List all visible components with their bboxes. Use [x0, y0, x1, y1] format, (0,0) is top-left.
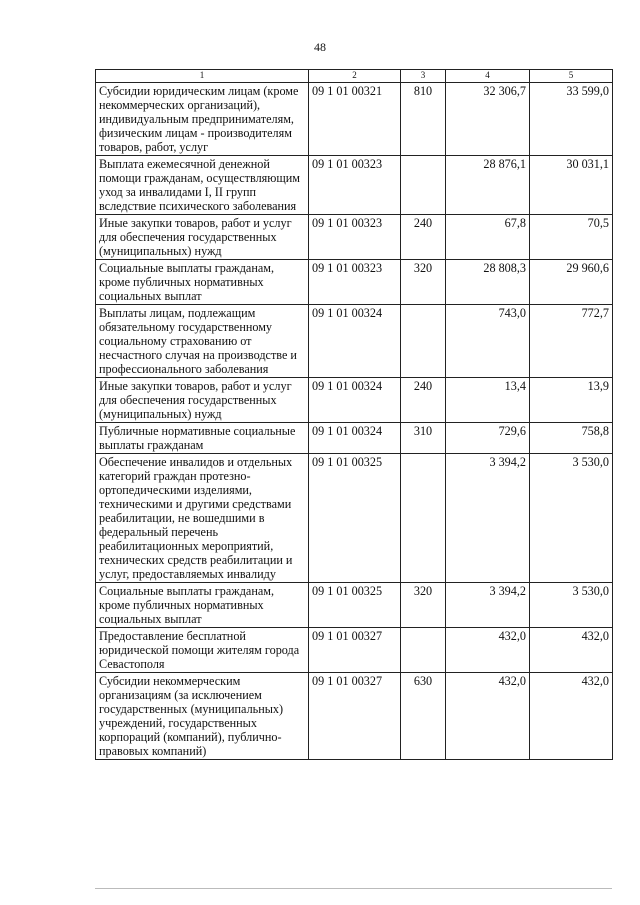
table-row — [96, 215, 613, 260]
row-value-year-2: 29 960,6 — [530, 260, 613, 305]
row-name: Выплаты лицам, подлежащим обязательному государственному социальному страхованию от несчастного случая на производстве и профессионального заболевания — [96, 305, 309, 378]
row-name: Иные закупки товаров, работ и услуг для обеспечения государственных (муниципальных) нужд — [96, 378, 309, 423]
page-bottom-rule — [95, 888, 612, 889]
row-name: Обеспечение инвалидов и отдельных категорий граждан протезно-ортопедическими изделиями, техническими и другими средствами реабилитации, не вошедшими в федеральный перечень реабилитационных мероприятий, технических средств реабилитации и услуг, предоставляемых инвалиду — [96, 454, 309, 583]
row-value-year-1: 32 306,7 — [446, 83, 530, 156]
row-expense-type: 630 — [401, 673, 446, 760]
row-value-year-1: 28 808,3 — [446, 260, 530, 305]
row-name: Публичные нормативные социальные выплаты гражданам — [96, 423, 309, 454]
row-value-year-1: 3 394,2 — [446, 583, 530, 628]
row-expense-type — [401, 305, 446, 378]
row-code: 09 1 01 00325 — [309, 583, 401, 628]
row-expense-type — [401, 628, 446, 673]
row-value-year-2: 33 599,0 — [530, 83, 613, 156]
row-name: Социальные выплаты гражданам, кроме публичных нормативных социальных выплат — [96, 260, 309, 305]
row-code: 09 1 01 00327 — [309, 628, 401, 673]
row-expense-type — [401, 454, 446, 583]
row-code: 09 1 01 00321 — [309, 83, 401, 156]
header-col-1: 1 — [96, 70, 309, 83]
row-value-year-1: 432,0 — [446, 673, 530, 760]
row-name: Предоставление бесплатной юридической помощи жителям города Севастополя — [96, 628, 309, 673]
row-value-year-1: 729,6 — [446, 423, 530, 454]
row-code: 09 1 01 00324 — [309, 423, 401, 454]
row-code: 09 1 01 00324 — [309, 378, 401, 423]
table-row — [96, 83, 613, 156]
row-expense-type: 240 — [401, 215, 446, 260]
row-value-year-2: 13,9 — [530, 378, 613, 423]
row-code: 09 1 01 00323 — [309, 260, 401, 305]
row-name: Субсидии юридическим лицам (кроме некоммерческих организаций), индивидуальным предпринимателям, физическим лицам - производителям товаров, работ, услуг — [96, 83, 309, 156]
header-col-3: 3 — [401, 70, 446, 83]
row-code: 09 1 01 00323 — [309, 215, 401, 260]
row-value-year-2: 30 031,1 — [530, 156, 613, 215]
row-expense-type: 810 — [401, 83, 446, 156]
row-value-year-1: 432,0 — [446, 628, 530, 673]
row-value-year-2: 758,8 — [530, 423, 613, 454]
row-expense-type: 310 — [401, 423, 446, 454]
row-value-year-1: 3 394,2 — [446, 454, 530, 583]
row-name: Субсидии некоммерческим организациям (за исключением государственных (муниципальных) учреждений, государственных корпораций (компаний), публично-правовых компаний) — [96, 673, 309, 760]
table-row — [96, 378, 613, 423]
row-code: 09 1 01 00324 — [309, 305, 401, 378]
row-name: Иные закупки товаров, работ и услуг для обеспечения государственных (муниципальных) нужд — [96, 215, 309, 260]
row-value-year-2: 432,0 — [530, 628, 613, 673]
header-row — [96, 70, 613, 83]
row-expense-type: 320 — [401, 260, 446, 305]
row-code: 09 1 01 00327 — [309, 673, 401, 760]
row-expense-type: 320 — [401, 583, 446, 628]
row-value-year-2: 70,5 — [530, 215, 613, 260]
row-expense-type: 240 — [401, 378, 446, 423]
row-name: Социальные выплаты гражданам, кроме публичных нормативных социальных выплат — [96, 583, 309, 628]
row-value-year-2: 3 530,0 — [530, 454, 613, 583]
row-name: Выплата ежемесячной денежной помощи гражданам, осуществляющим уход за инвалидами I, II групп вследствие психического заболевания — [96, 156, 309, 215]
table-row — [96, 454, 613, 583]
row-value-year-2: 432,0 — [530, 673, 613, 760]
row-value-year-1: 743,0 — [446, 305, 530, 378]
header-col-5: 5 — [530, 70, 613, 83]
table-row — [96, 260, 613, 305]
row-value-year-1: 67,8 — [446, 215, 530, 260]
budget-table — [95, 69, 613, 760]
table-row — [96, 628, 613, 673]
row-value-year-2: 772,7 — [530, 305, 613, 378]
table-row — [96, 423, 613, 454]
row-value-year-1: 13,4 — [446, 378, 530, 423]
row-code: 09 1 01 00325 — [309, 454, 401, 583]
header-col-4: 4 — [446, 70, 530, 83]
table-row — [96, 156, 613, 215]
row-value-year-1: 28 876,1 — [446, 156, 530, 215]
row-code: 09 1 01 00323 — [309, 156, 401, 215]
page-number: 48 — [314, 40, 326, 54]
table-row — [96, 305, 613, 378]
table-row — [96, 583, 613, 628]
row-value-year-2: 3 530,0 — [530, 583, 613, 628]
header-col-2: 2 — [309, 70, 401, 83]
table-row — [96, 673, 613, 760]
row-expense-type — [401, 156, 446, 215]
